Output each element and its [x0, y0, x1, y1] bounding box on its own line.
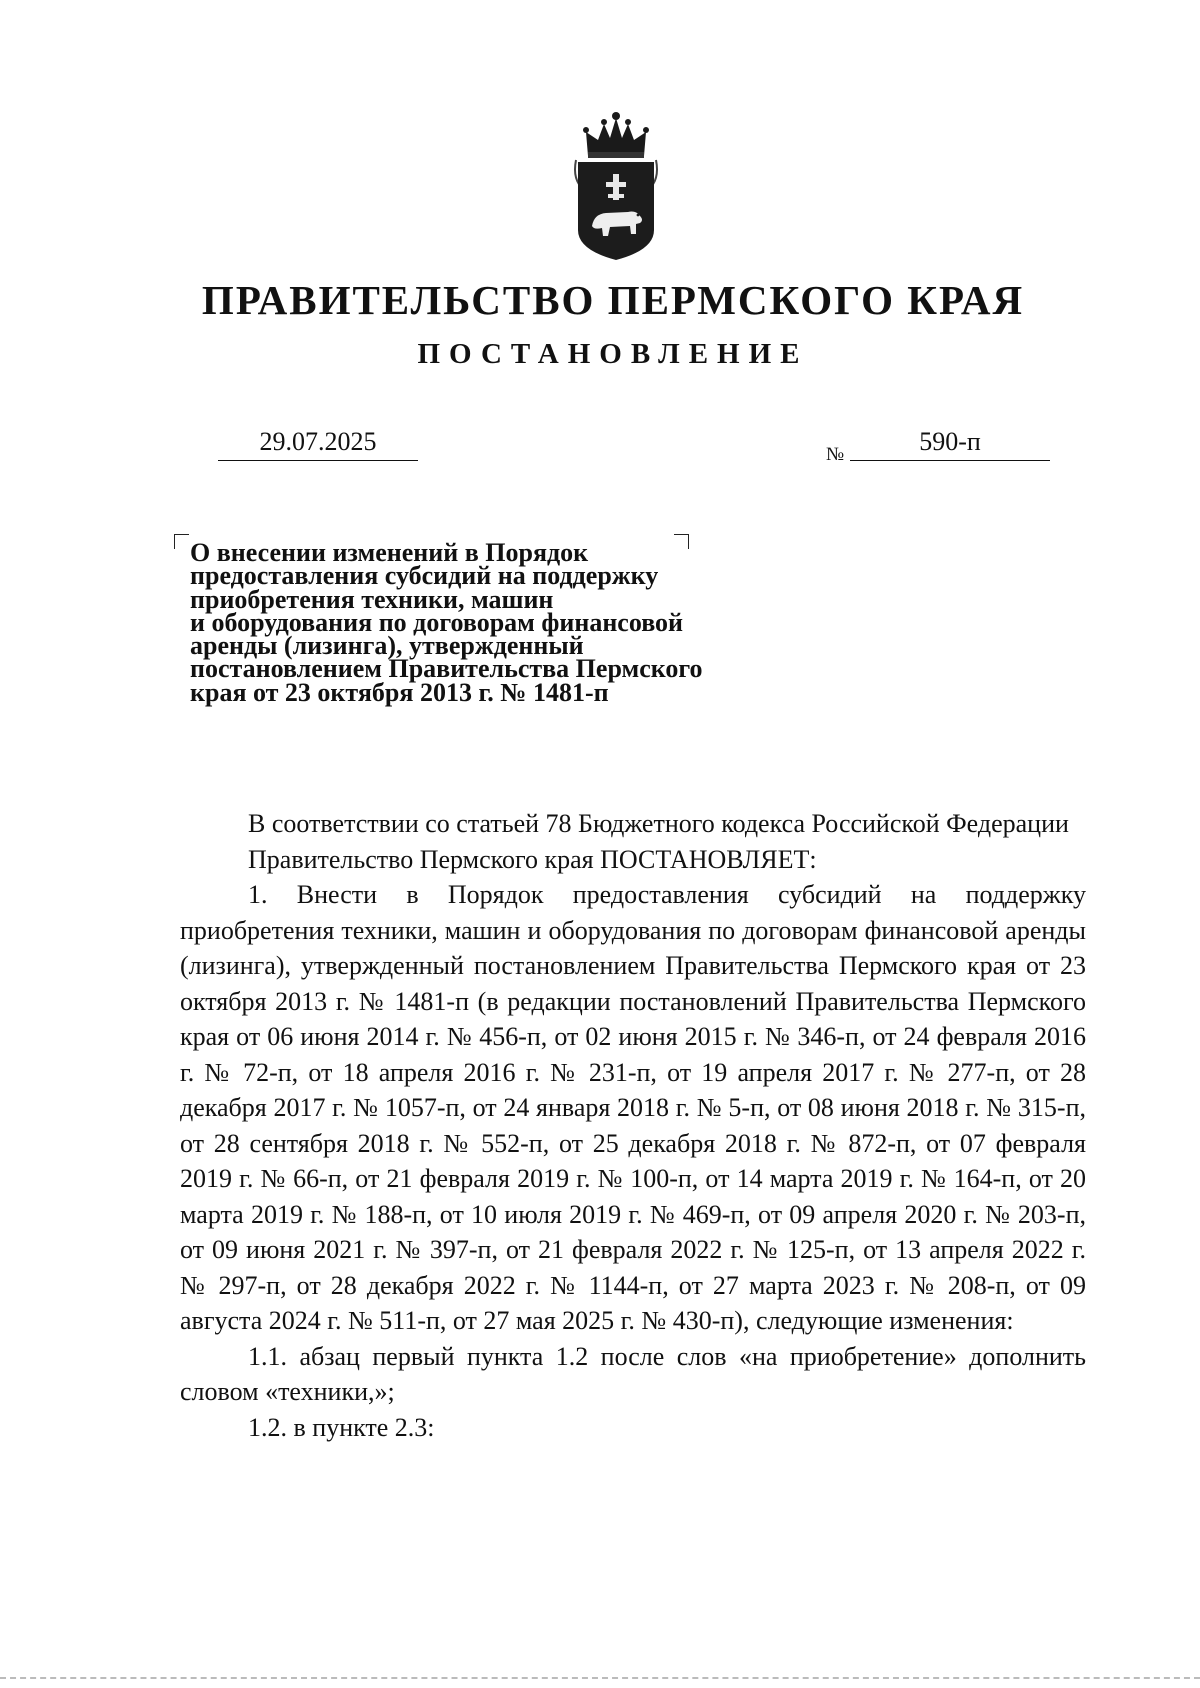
item-1-1-paragraph: 1.1. абзац первый пункта 1.2 после слов «на приобретение» дополнить словом «техники,»; [180, 1341, 1086, 1406]
document-subject [190, 538, 770, 707]
subject-line: постановлением Правительства Пермского [190, 654, 703, 684]
item-1-paragraph: 1. Внести в Порядок предоставления субсидий на поддержку приобретения техники, машин и оборудования по договорам финансовой аренды (лизинга), утвержденный постановлением Правительства Пермского края от 23 октября 2013 г. № 1481-п (в редакции постановлений Правительства Пермского края от 06 июня 2014 г. № 456-п, от 02 июня 2015 г. № 346-п, от 24 февраля 2016 г. № 72-п, от 18 апреля 2016 г. № 231-п, от 19 апреля 2017 г. № 277-п, от 28 декабря 2017 г. № 1057-п, от 24 января 2018 г. № 5-п, от 08 июня 2018 г. № 315-п, от 28 сентября 2018 г. № 552-п, от 25 декабря 2018 г. № 872-п, от 07 февраля 2019 г. № 66-п, от 21 февраля 2019 г. № 100-п, от 14 марта 2019 г. № 164-п, от 20 марта 2019 г. № 188-п, от 10 июля 2019 г. № 469-п, от 09 апреля 2020 г. № 203-п, от 09 июня 2021 г. № 397-п, от 21 февраля 2022 г. № 125-п, от 13 апреля 2022 г. № 297-п, от 28 декабря 2022 г. № 1144-п, от 27 марта 2023 г. № 208-п, от 09 августа 2024 г. № 511-п, от 27 мая 2025 г. № 430-п), следующие изменения: [180, 880, 1086, 1335]
document-number: 590-п [850, 424, 1050, 461]
basis-paragraph: В соответствии со статьей 78 Бюджетного кодекса Российской Федерации [248, 809, 1069, 838]
subject-line: приобретения техники, машин [190, 584, 554, 614]
subject-line: аренды (лизинга), утвержденный [190, 631, 584, 661]
document-date: 29.07.2025 [218, 424, 418, 461]
subject-line: и оборудования по договорам финансовой [190, 607, 684, 637]
item-1-2-paragraph: 1.2. в пункте 2.3: [248, 1412, 435, 1442]
organization-title: ПРАВИТЕЛЬСТВО ПЕРМСКОГО КРАЯ [201, 277, 1025, 323]
subject-line: края от 23 октября 2013 г. № 1481-п [190, 677, 609, 707]
resolves-paragraph: Правительство Пермского края ПОСТАНОВЛЯЕТ: [248, 844, 817, 874]
subject-line: О внесении изменений в Порядок [190, 538, 589, 567]
subject-bracket-left [174, 534, 189, 549]
number-sign: № [826, 444, 845, 465]
document-type-heading: ПОСТАНОВЛЕНИЕ [417, 338, 809, 370]
coat-of-arms-icon [566, 110, 666, 262]
subject-line: предоставления субсидий на поддержку [190, 561, 659, 591]
scan-edge-artifact [0, 1677, 1200, 1679]
document-body [180, 806, 1086, 1445]
